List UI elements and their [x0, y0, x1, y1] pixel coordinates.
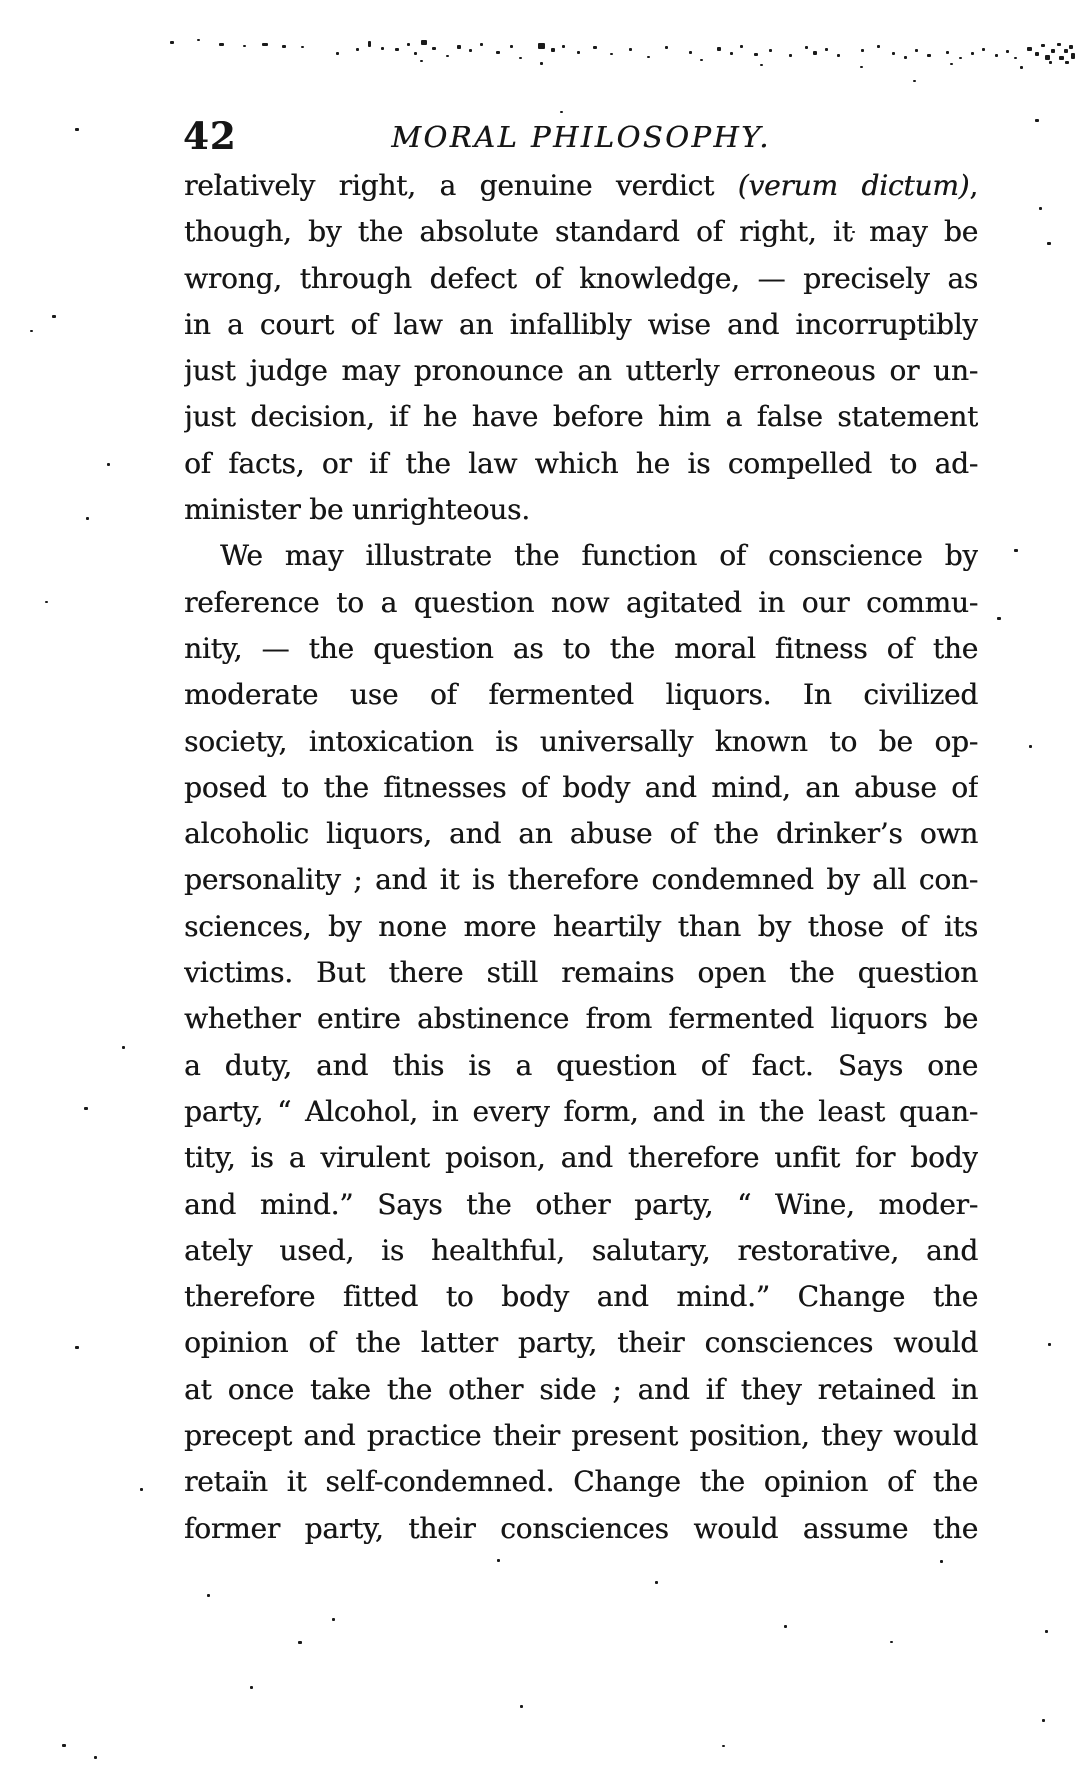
scan-noise-speck: [62, 1744, 66, 1747]
scan-noise-speck: [1065, 61, 1069, 64]
scan-noise-speck: [52, 315, 56, 318]
scan-noise-speck: [629, 48, 632, 51]
scan-noise-speck: [30, 330, 33, 332]
scan-noise-speck: [197, 39, 200, 41]
body-line-segment: therefore fitted to body and mind.” Change the: [184, 1280, 978, 1314]
scan-noise-speck: [940, 1560, 943, 1563]
scan-noise-speck: [647, 56, 650, 58]
body-line: [184, 256, 978, 302]
scan-noise-speck: [740, 45, 743, 48]
scan-noise-speck: [562, 45, 565, 48]
scan-noise-speck: [1020, 66, 1023, 69]
scan-noise-speck: [332, 1618, 335, 1621]
scan-noise-speck: [75, 128, 79, 131]
scan-noise-speck: [520, 1705, 523, 1708]
scan-noise-speck: [538, 43, 545, 49]
scan-noise-speck: [997, 617, 1001, 620]
scan-noise-speck: [496, 51, 500, 54]
body-line-segment: alcoholic liquors, and an abuse of the drinker’s own: [184, 817, 978, 851]
body-line: [184, 1506, 978, 1552]
body-line-segment: just judge may pronounce an utterly erroneous or un-: [184, 354, 978, 388]
scan-noise-speck: [1049, 61, 1052, 64]
scan-noise-speck: [946, 51, 949, 54]
scan-noise-speck: [837, 54, 840, 57]
body-line-segment: of facts, or if the law which he is compelled to ad-: [184, 446, 978, 480]
body-line: [184, 950, 978, 996]
body-line-segment: and mind.” Says the other party, “ Wine, moder-: [184, 1187, 978, 1221]
scan-noise-speck: [107, 463, 110, 466]
scan-noise-speck: [1029, 745, 1032, 748]
body-line: [184, 996, 978, 1042]
body-line: [184, 1182, 978, 1228]
body-line: [184, 904, 978, 950]
scan-noise-speck: [730, 52, 733, 55]
scan-noise-speck: [1057, 43, 1061, 46]
body-line-segment: society, intoxication is universally known to be op-: [184, 724, 978, 758]
scan-noise-speck: [760, 64, 763, 66]
scan-noise-speck: [689, 51, 692, 54]
body-line: [184, 1459, 978, 1505]
scan-noise-speck: [551, 48, 555, 52]
running-title: MORAL PHILOSOPHY.: [391, 120, 771, 154]
body-line: [184, 1274, 978, 1320]
scan-noise-speck: [995, 54, 998, 57]
scan-noise-speck: [381, 47, 384, 50]
scan-noise-speck: [769, 49, 772, 52]
body-line-segment: nity, — the question as to the moral fitness of the: [184, 631, 978, 665]
body-line: [184, 1043, 978, 1089]
scan-noise-speck: [420, 60, 423, 62]
body-line-segment: posed to the fitnesses of body and mind, an abuse of: [184, 770, 978, 804]
scan-noise-speck: [1035, 52, 1039, 56]
body-line-segment: former party, their consciences would assume the: [184, 1511, 978, 1545]
scan-noise-speck: [336, 52, 339, 55]
scan-noise-speck: [560, 111, 563, 113]
scan-noise-speck: [1048, 1343, 1051, 1346]
body-line-segment: opinion of the latter party, their consciences would: [184, 1326, 978, 1360]
scan-noise-speck: [457, 45, 461, 49]
body-line-segment: party, “ Alcohol, in every form, and in the least quan-: [184, 1094, 978, 1128]
scan-noise-speck: [825, 48, 828, 51]
scan-noise-speck: [421, 40, 427, 45]
body-line: [184, 348, 978, 394]
body-line: [184, 302, 978, 348]
scan-noise-speck: [754, 53, 758, 56]
scan-noise-speck: [298, 1641, 302, 1644]
scan-noise-speck: [45, 601, 48, 603]
body-line-segment: victims. But there still remains open the question: [184, 956, 978, 990]
scan-noise-speck: [540, 62, 543, 65]
body-line: [184, 1089, 978, 1135]
scan-noise-speck: [219, 43, 224, 46]
body-line-segment: in a court of law an infallibly wise and incorruptibly: [184, 307, 978, 341]
body-line: [184, 163, 978, 209]
body-line-segment: ,: [969, 169, 978, 202]
scan-noise-speck: [700, 59, 703, 61]
body-line-segment: moderate use of fermented liquors. In civilized: [184, 678, 978, 712]
body-line: [184, 719, 978, 765]
scan-noise-speck: [510, 45, 513, 48]
scan-noise-speck: [860, 66, 863, 68]
scan-noise-speck: [395, 48, 399, 51]
scan-noise-speck: [904, 56, 907, 59]
scan-noise-speck: [262, 43, 268, 46]
body-line-segment: reference to a question now agitated in our commu-: [184, 585, 978, 619]
body-line-segment: at once take the other side ; and if they retained in: [184, 1372, 978, 1406]
scan-noise-speck: [1014, 549, 1018, 552]
scan-noise-speck: [784, 1625, 787, 1628]
scan-noise-speck: [84, 1107, 88, 1110]
body-line: [184, 1135, 978, 1181]
body-text: [184, 163, 978, 1552]
scan-noise-speck: [789, 54, 792, 57]
body-line: [184, 394, 978, 440]
scan-noise-speck: [1027, 47, 1032, 51]
scan-noise-speck: [432, 47, 436, 50]
body-line-segment: sciences, by none more heartily than by those of its: [184, 909, 978, 943]
body-line-segment: whether entire abstinence from fermented liquors be: [184, 1002, 978, 1036]
scan-noise-speck: [207, 1594, 210, 1597]
scan-noise-speck: [250, 1686, 253, 1689]
body-line: [184, 811, 978, 857]
scan-noise-speck: [356, 48, 359, 51]
scan-noise-speck: [610, 53, 613, 55]
scan-noise-speck: [414, 52, 417, 55]
page-number: 42: [183, 114, 237, 158]
body-line: [184, 1413, 978, 1459]
scan-noise-speck: [915, 49, 918, 52]
scan-noise-speck: [1071, 53, 1075, 59]
scan-noise-speck: [577, 51, 580, 54]
scan-noise-speck: [971, 52, 974, 55]
scan-noise-speck: [913, 80, 916, 82]
scan-noise-speck: [170, 41, 174, 44]
body-line-segment: personality ; and it is therefore condemned by all con-: [184, 863, 978, 897]
scan-noise-speck: [1042, 1719, 1045, 1722]
scan-noise-speck: [497, 1559, 500, 1562]
body-line-segment: just decision, if he have before him a false statement: [184, 400, 978, 434]
scan-noise-speck: [446, 55, 449, 57]
scan-noise-speck: [469, 49, 472, 52]
scan-noise-speck: [1045, 1630, 1048, 1633]
body-line: [184, 580, 978, 626]
scan-noise-speck: [1035, 119, 1039, 122]
scan-noise-speck: [665, 46, 668, 49]
scan-noise-speck: [1047, 242, 1051, 245]
body-line-segment: tity, is a virulent poison, and therefore unfit for body: [184, 1141, 978, 1175]
scan-noise-speck: [890, 1641, 893, 1643]
scan-noise-speck: [1064, 49, 1068, 53]
scan-noise-speck: [301, 46, 304, 48]
scan-noise-speck: [722, 1745, 725, 1747]
body-line-italic-segment: (verum dictum): [737, 169, 970, 202]
body-line: [184, 441, 978, 487]
body-line-segment: a duty, and this is a question of fact. Says one: [184, 1048, 978, 1082]
scan-noise-speck: [717, 47, 721, 51]
scan-noise-speck: [122, 1046, 125, 1049]
body-line: [184, 1228, 978, 1274]
scan-noise-speck: [368, 41, 371, 47]
scan-noise-speck: [959, 57, 962, 59]
scan-noise-speck: [1045, 55, 1050, 60]
body-line: [184, 765, 978, 811]
scan-noise-speck: [1041, 44, 1045, 47]
scan-noise-speck: [1039, 207, 1042, 210]
scan-noise-speck: [407, 43, 410, 46]
body-line-segment: We may illustrate the function of conscience by: [220, 539, 978, 573]
scan-noise-speck: [75, 1346, 79, 1349]
body-line: [184, 1320, 978, 1366]
body-line: [184, 857, 978, 903]
scan-noise-speck: [950, 63, 953, 65]
scan-noise-speck: [140, 1488, 143, 1491]
body-line-segment: precept and practice their present position, they would: [184, 1419, 978, 1453]
scan-noise-speck: [927, 54, 931, 57]
body-line-segment: relatively right, a genuine verdict: [184, 169, 738, 202]
scan-noise-speck: [655, 1581, 658, 1584]
body-line: [184, 209, 978, 255]
scan-noise-speck: [94, 1756, 97, 1759]
scan-noise-speck: [892, 52, 895, 55]
body-line-segment: though, by the absolute standard of right, it may be: [184, 215, 978, 249]
scan-noise-speck: [813, 51, 817, 55]
body-line-segment: ately used, is healthful, salutary, restorative, and: [184, 1233, 978, 1267]
body-line: [184, 487, 978, 533]
scan-noise-speck: [1051, 49, 1055, 53]
scan-noise-speck: [480, 43, 483, 46]
body-line-segment: wrong, through defect of knowledge, — precisely as: [184, 261, 978, 295]
body-line: [184, 1367, 978, 1413]
scan-noise-speck: [593, 46, 597, 49]
scan-noise-speck: [805, 46, 808, 49]
scan-noise-speck: [86, 517, 89, 520]
scan-noise-speck: [1069, 45, 1073, 49]
scan-noise-speck: [519, 57, 522, 59]
body-line: [184, 626, 978, 672]
scan-noise-speck: [1059, 56, 1064, 60]
body-line: [184, 672, 978, 718]
body-line-segment: minister be unrighteous.: [184, 493, 530, 527]
scan-noise-speck: [861, 49, 864, 52]
scan-noise-speck: [282, 45, 286, 48]
scan-noise-speck: [243, 45, 246, 47]
scan-noise-speck: [982, 48, 985, 51]
scan-noise-speck: [1014, 57, 1017, 59]
body-line-segment: retain it self-condemned. Change the opinion of the: [184, 1465, 978, 1499]
scan-noise-speck: [877, 45, 880, 48]
scan-noise-speck: [1006, 50, 1009, 53]
body-line: [184, 533, 978, 579]
